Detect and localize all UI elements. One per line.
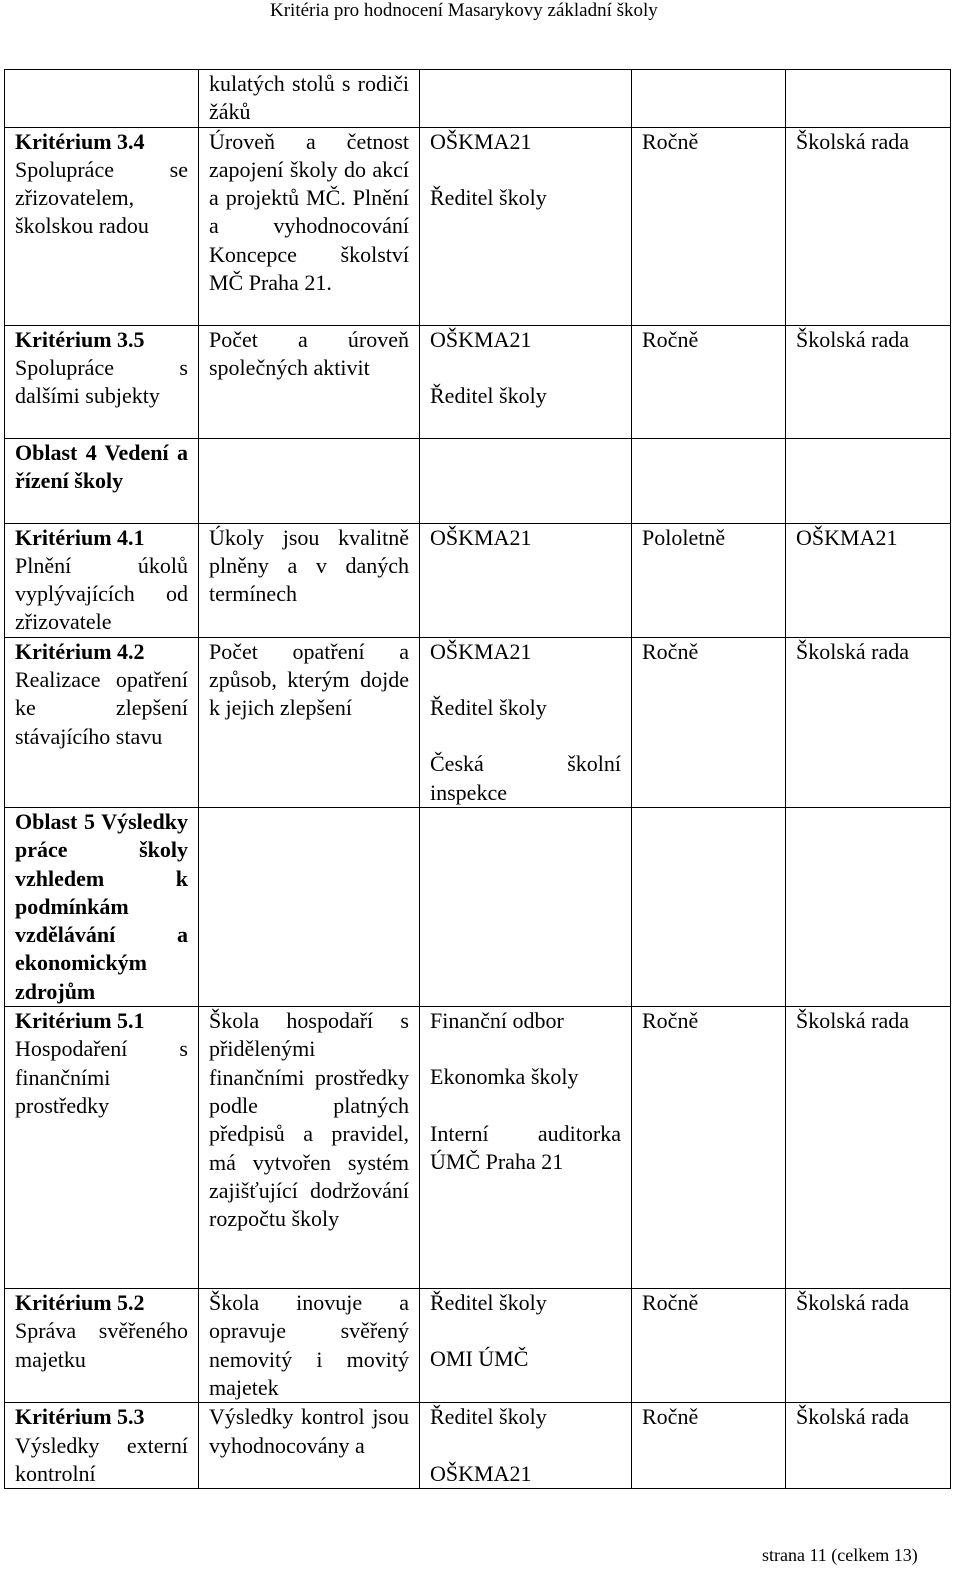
- indicator-text: Počet opatření a způsob, kterým dojde k jejich zlepšení: [209, 638, 409, 721]
- responsible-entry: Ředitel školy: [430, 1290, 547, 1316]
- responsible-entry: OŠKMA21: [430, 128, 532, 154]
- responsible-cell: [420, 1403, 632, 1489]
- indicator-text: kulatých stolů s rodiči žáků: [209, 71, 409, 125]
- criterion-heading: Kritérium 5.2: [15, 1290, 145, 1316]
- responsible-entry: Česká školní inspekce: [430, 751, 621, 805]
- table-row: [5, 1007, 951, 1289]
- frequency-text: Ročně: [642, 128, 699, 154]
- frequency-text: Ročně: [642, 1290, 699, 1316]
- frequency-cell: [632, 807, 786, 1006]
- criterion-cell: [5, 1403, 199, 1489]
- page-header: Kritéria pro hodnocení Masarykovy základní školy: [270, 0, 658, 21]
- criterion-description: Hospodaření s finančními prostředky: [15, 1036, 188, 1118]
- responsible-cell: [420, 1007, 632, 1289]
- criterion-description: Plnění úkolů vyplývajících od zřizovatele: [15, 552, 188, 635]
- indicator-text: Škola inovuje a opravuje svěřený nemovitý i movitý majetek: [209, 1290, 409, 1400]
- indicator-text: Výsledky kontrol jsou vyhodnocovány a: [209, 1404, 409, 1458]
- criteria-table-body: [5, 70, 951, 1489]
- evaluator-text: OŠKMA21: [796, 524, 898, 550]
- responsible-cell: [420, 325, 632, 438]
- responsible-entry: Ředitel školy: [430, 382, 547, 408]
- criterion-description: Spolupráce se zřizovatelem, školskou radou: [15, 156, 188, 239]
- criterion-cell: [5, 807, 199, 1006]
- table-row: [5, 1289, 951, 1403]
- responsible-entry: OMI ÚMČ: [430, 1346, 529, 1372]
- evaluator-cell: [786, 325, 951, 438]
- criterion-cell: [5, 523, 199, 637]
- frequency-text: Ročně: [642, 1404, 699, 1430]
- criterion-cell: [5, 1007, 199, 1289]
- criterion-cell: [5, 438, 199, 523]
- criterion-cell: [5, 127, 199, 325]
- indicator-cell: [199, 70, 420, 128]
- indicator-cell: [199, 1289, 420, 1403]
- frequency-text: Ročně: [642, 1008, 699, 1034]
- indicator-text: Úkoly jsou kvalitně plněny a v daných termínech: [209, 524, 409, 607]
- indicator-cell: [199, 523, 420, 637]
- criterion-heading: Oblast 4 Vedení a řízení školy: [15, 439, 188, 493]
- criterion-description: Výsledky externí kontrolní: [15, 1432, 188, 1486]
- frequency-text: Ročně: [642, 326, 699, 352]
- responsible-entry: Interní auditorka ÚMČ Praha 21: [430, 1120, 621, 1174]
- criterion-heading: Kritérium 3.5: [15, 326, 145, 352]
- frequency-cell: [632, 523, 786, 637]
- evaluator-cell: [786, 637, 951, 807]
- responsible-entry: Ředitel školy: [430, 1404, 547, 1430]
- criterion-description: Realizace opatření ke zlepšení stávajícího stavu: [15, 667, 188, 749]
- table-row: [5, 325, 951, 438]
- criterion-heading: Kritérium 4.1: [15, 524, 145, 550]
- frequency-cell: [632, 1403, 786, 1489]
- evaluator-cell: [786, 438, 951, 523]
- table-row: [5, 438, 951, 523]
- evaluator-text: Školská rada: [796, 638, 910, 664]
- responsible-entry: OŠKMA21: [430, 326, 532, 352]
- criterion-cell: [5, 325, 199, 438]
- frequency-cell: [632, 438, 786, 523]
- evaluator-cell: [786, 1403, 951, 1489]
- criterion-description: Správa svěřeného majetku: [15, 1318, 188, 1372]
- criterion-cell: [5, 1289, 199, 1403]
- evaluator-text: Školská rada: [796, 1008, 910, 1034]
- evaluator-cell: [786, 70, 951, 128]
- indicator-cell: [199, 127, 420, 325]
- indicator-cell: [199, 1007, 420, 1289]
- evaluator-text: Školská rada: [796, 1404, 910, 1430]
- table-row: [5, 807, 951, 1006]
- indicator-cell: [199, 325, 420, 438]
- criterion-description: Spolupráce s dalšími subjekty: [15, 354, 188, 409]
- criterion-heading: Kritérium 3.4: [15, 128, 145, 154]
- table-row: [5, 523, 951, 637]
- evaluator-cell: [786, 807, 951, 1006]
- indicator-text: Počet a úroveň společných aktivit: [209, 326, 409, 380]
- evaluator-text: Školská rada: [796, 326, 910, 352]
- frequency-cell: [632, 325, 786, 438]
- evaluator-cell: [786, 127, 951, 325]
- evaluator-cell: [786, 1289, 951, 1403]
- table-row: [5, 127, 951, 325]
- responsible-entry: OŠKMA21: [430, 524, 532, 550]
- evaluator-text: Školská rada: [796, 128, 910, 154]
- responsible-entry: Ředitel školy: [430, 184, 547, 210]
- responsible-cell: [420, 127, 632, 325]
- responsible-cell: [420, 438, 632, 523]
- responsible-cell: [420, 807, 632, 1006]
- table-row: [5, 1403, 951, 1489]
- frequency-cell: [632, 70, 786, 128]
- responsible-cell: [420, 637, 632, 807]
- frequency-cell: [632, 637, 786, 807]
- evaluator-cell: [786, 1007, 951, 1289]
- table-row: [5, 637, 951, 807]
- responsible-entry: Ředitel školy: [430, 695, 547, 721]
- responsible-entry: Ekonomka školy: [430, 1064, 579, 1090]
- criterion-heading: Kritérium 5.3: [15, 1404, 145, 1430]
- indicator-cell: [199, 1403, 420, 1489]
- frequency-cell: [632, 1007, 786, 1289]
- frequency-cell: [632, 1289, 786, 1403]
- evaluator-cell: [786, 523, 951, 637]
- indicator-cell: [199, 438, 420, 523]
- responsible-entry: OŠKMA21: [430, 1460, 532, 1486]
- criterion-cell: [5, 637, 199, 807]
- responsible-entry: OŠKMA21: [430, 638, 532, 664]
- criteria-table: [4, 69, 951, 1489]
- responsible-cell: [420, 70, 632, 128]
- frequency-text: Ročně: [642, 638, 699, 664]
- criterion-heading: Kritérium 5.1: [15, 1008, 145, 1034]
- table-row: [5, 70, 951, 128]
- page-footer: strana 11 (celkem 13): [762, 1545, 918, 1565]
- responsible-cell: [420, 523, 632, 637]
- evaluator-text: Školská rada: [796, 1290, 910, 1316]
- criterion-cell: [5, 70, 199, 128]
- indicator-cell: [199, 807, 420, 1006]
- indicator-text: Úroveň a četnost zapojení školy do akcí a projektů MČ. Plnění a vyhodnocování Koncepce školství MČ Praha 21.: [209, 128, 409, 296]
- responsible-cell: [420, 1289, 632, 1403]
- criterion-heading: Oblast 5 Výsledky práce školy vzhledem k podmínkám vzdělávání a ekonomickým zdrojům: [15, 808, 188, 1004]
- frequency-text: Pololetně: [642, 524, 726, 550]
- criterion-heading: Kritérium 4.2: [15, 638, 145, 664]
- indicator-cell: [199, 637, 420, 807]
- indicator-text: Škola hospodaří s přidělenými finančními prostředky podle platných předpisů a pravidel, má vytvořen systém zajišťující dodržování rozpočtu školy: [209, 1008, 409, 1232]
- responsible-entry: Finanční odbor: [430, 1008, 564, 1034]
- frequency-cell: [632, 127, 786, 325]
